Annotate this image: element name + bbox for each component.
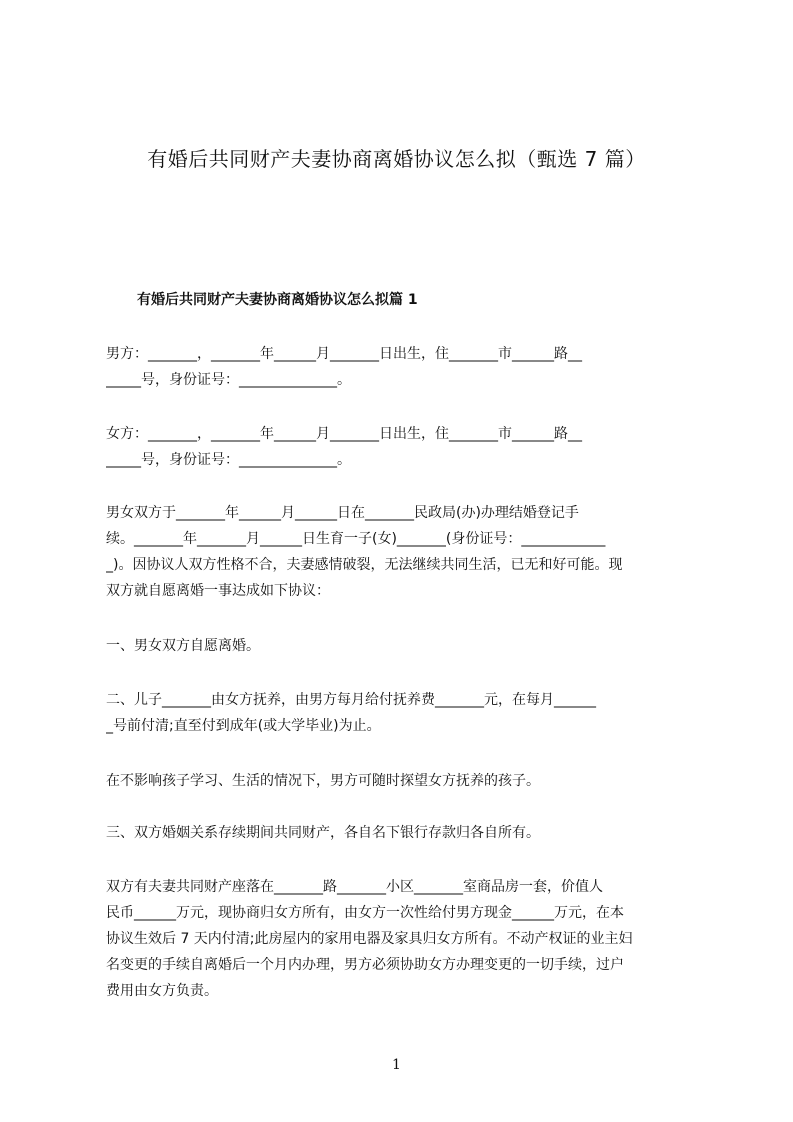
paragraph-line: 双方有夫妻共同财产座落在_______路_______小区_______室商品房一套，价值人 <box>106 879 603 895</box>
paragraph-female-party <box>106 421 703 473</box>
paragraph-line: 三、双方婚姻关系存续期间共同财产，各自名下银行存款归各自所有。 <box>106 825 540 841</box>
paragraph-line: 双方就自愿离婚一事达成如下协议： <box>106 583 330 599</box>
paragraph-line: _____号，身份证号：______________。 <box>106 452 351 468</box>
paragraph-line: 一、男女双方自愿离婚。 <box>106 638 260 654</box>
clause-one <box>106 633 703 659</box>
paragraph-line: 名变更的手续自离婚后一个月内办理，男方必须协助女方办理变更的一切手续，过户 <box>106 957 624 973</box>
paragraph-property <box>106 874 703 1004</box>
paragraph-visitation <box>106 768 703 794</box>
paragraph-male-party <box>106 341 703 393</box>
section-heading: 有婚后共同财产夫妻协商离婚协议怎么拟篇 1 <box>137 292 418 308</box>
document-title: 有婚后共同财产夫妻协商离婚协议怎么拟（甄选 7 篇） <box>147 147 646 171</box>
page-number: 1 <box>392 1057 401 1073</box>
paragraph-line: 续。_______年_______月______日生育一子(女)_______(身份证号：____________ <box>106 531 606 547</box>
paragraph-line: 男女双方于_______年______月______日在_______民政局(办)办理结婚登记手 <box>106 505 579 521</box>
paragraph-line: _号前付清;直至付到成年(或大学毕业)为止。 <box>106 718 381 734</box>
clause-two <box>106 687 703 739</box>
paragraph-line: _)。因协议人双方性格不合，夫妻感情破裂，无法继续共同生活，已无和好可能。现 <box>106 557 623 573</box>
paragraph-line: 协议生效后 7 天内付清;此房屋内的家用电器及家具归女方所有。不动产权证的业主妇 <box>106 931 633 947</box>
clause-three <box>106 820 703 846</box>
paragraph-line: 费用由女方负责。 <box>106 983 218 999</box>
paragraph-line: 二、儿子_______由女方抚养，由男方每月给付抚养费_______元，在每月______ <box>106 692 596 708</box>
paragraph-line: 在不影响孩子学习、生活的情况下，男方可随时探望女方抚养的孩子。 <box>106 773 540 789</box>
paragraph-line: 女方：_______，_______年______月_______日出生，住_______市______路__ <box>106 426 582 442</box>
paragraph-marriage-background <box>106 500 703 604</box>
paragraph-line: _____号，身份证号：______________。 <box>106 372 351 388</box>
paragraph-line: 男方：_______，_______年______月_______日出生，住_______市______路__ <box>106 346 582 362</box>
paragraph-line: 民币______万元，现协商归女方所有，由女方一次性给付男方现金______万元，在本 <box>106 905 624 921</box>
